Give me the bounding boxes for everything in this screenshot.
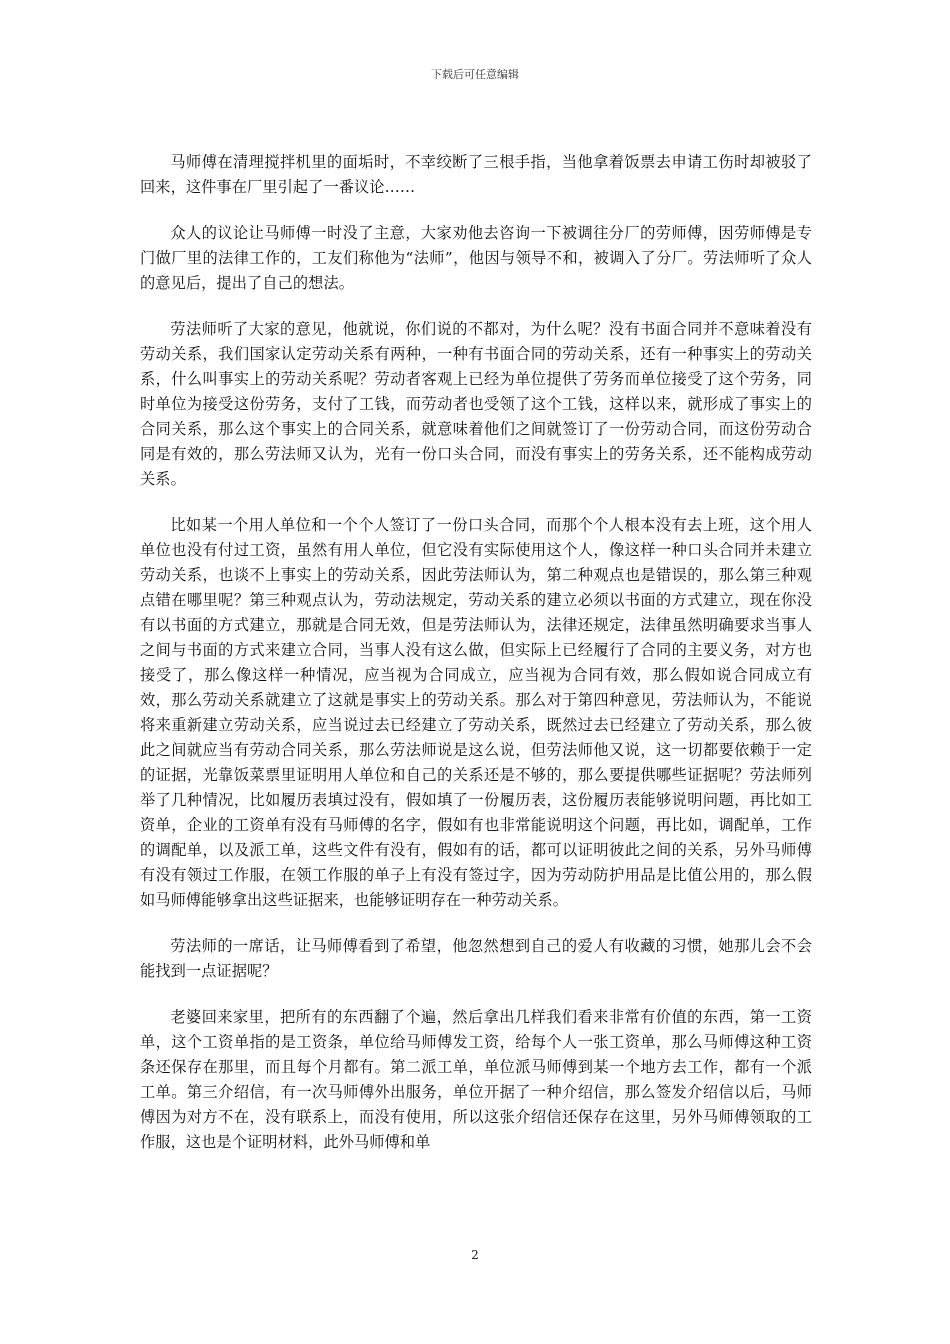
paragraph-3: 劳法师听了大家的意见，他就说，你们说的不都对，为什么呢？没有书面合同并不意味着没有劳动关系，我们国家认定劳动关系有两种，一种有书面合同的劳动关系，还有一种事实上的劳动关系，什么叫事实上的劳动关系呢？劳动者客观上已经为单位提供了劳务而单位接受了这个劳务，同时单位为接受这份劳务，支付了工钱，而劳动者也受领了这个工钱，这样以来，就形成了事实上的合同关系，那么这个事实上的合同关系，就意味着他们之间就签订了一份劳动合同，而这份劳动合同是有效的，那么劳法师又认为，光有一份口头合同，而没有事实上的劳务关系，还不能构成劳动关系。: [140, 320, 812, 488]
paragraph-6: 老婆回来家里，把所有的东西翻了个遍，然后拿出几样我们看来非常有价值的东西，第一工资单，这个工资单指的是工资条，单位给马师傅发工资，给每个人一张工资单，那么马师傅这种工资条还保存在那里，而且每个月都有。第二派工单，单位派马师傅到某一个地方去工作，都有一个派工单。第三介绍信，有一次马师傅外出服务，单位开据了一种介绍信，那么签发介绍信以后，马师傅因为对方不在，没有联系上，而没有使用，所以这张介绍信还保存在这里，另外马师傅领取的工作服，这也是个证明材料，此外马师傅和单: [140, 1008, 812, 1151]
page-header: 下载后可任意编辑: [431, 68, 519, 81]
document-body: [140, 150, 812, 1176]
paragraph-2: 众人的议论让马师傅一时没了主意，大家劝他去咨询一下被调往分厂的劳师傅，因劳师傅是专门做厂里的法律工作的，工友们称他为“法师”，他因与领导不和，被调入了分厂。劳法师听了众人的意见后，提出了自己的想法。: [140, 224, 812, 292]
paragraph-4: 比如某一个用人单位和一个个人签订了一份口头合同，而那个个人根本没有去上班，这个用人单位也没有付过工资，虽然有用人单位，但它没有实际使用这个人，像这样一种口头合同并未建立劳动关系，也谈不上事实上的劳动关系，因此劳法师认为，第二种观点也是错误的，那么第三种观点错在哪里呢？第三种观点认为，劳动法规定，劳动关系的建立必须以书面的方式建立，现在你没有以书面的方式建立，那就是合同无效，但是劳法师认为，法律还规定，法律虽然明确要求当事人之间与书面的方式来建立合同，当事人没有这么做，但实际上已经履行了合同的主要义务，对方也接受了，那么像这样一种情况，应当视为合同成立，应当视为合同有效，那么假如说合同成立有效，那么劳动关系就建立了这就是事实上的劳动关系。那么对于第四种意见，劳法师认为，不能说将来重新建立劳动关系，应当说过去已经建立了劳动关系，既然过去已经建立了劳动关系，那么彼此之间就应当有劳动合同关系，那么劳法师说是这么说，但劳法师他又说，这一切都要依赖于一定的证据，光靠饭菜票里证明用人单位和自己的关系还是不够的，那么要提供哪些证据呢？劳法师列举了几种情况，比如履历表填过没有，假如填了一份履历表，这份履历表能够说明问题，再比如工资单，企业的工资单有没有马师傅的名字，假如有也非常能说明这个问题，再比如，调配单，工作的调配单，以及派工单，这些文件有没有，假如有的话，都可以证明彼此之间的关系，另外马师傅有没有领过工作服，在领工作服的单子上有没有签过字，因为劳动防护用品是比值公用的，那么假如马师傅能够拿出这些证据来，也能够证明存在一种劳动关系。: [140, 516, 812, 909]
paragraph-1: 马师傅在清理搅拌机里的面垢时，不幸绞断了三根手指，当他拿着饭票去申请工伤时却被驳了回来，这件事在厂里引起了一番议论……: [140, 153, 812, 196]
paragraph-5: 劳法师的一席话，让马师傅看到了希望，他忽然想到自己的爱人有收藏的习惯，她那儿会不会能找到一点证据呢？: [140, 937, 812, 980]
page-number: 2: [471, 1248, 479, 1262]
